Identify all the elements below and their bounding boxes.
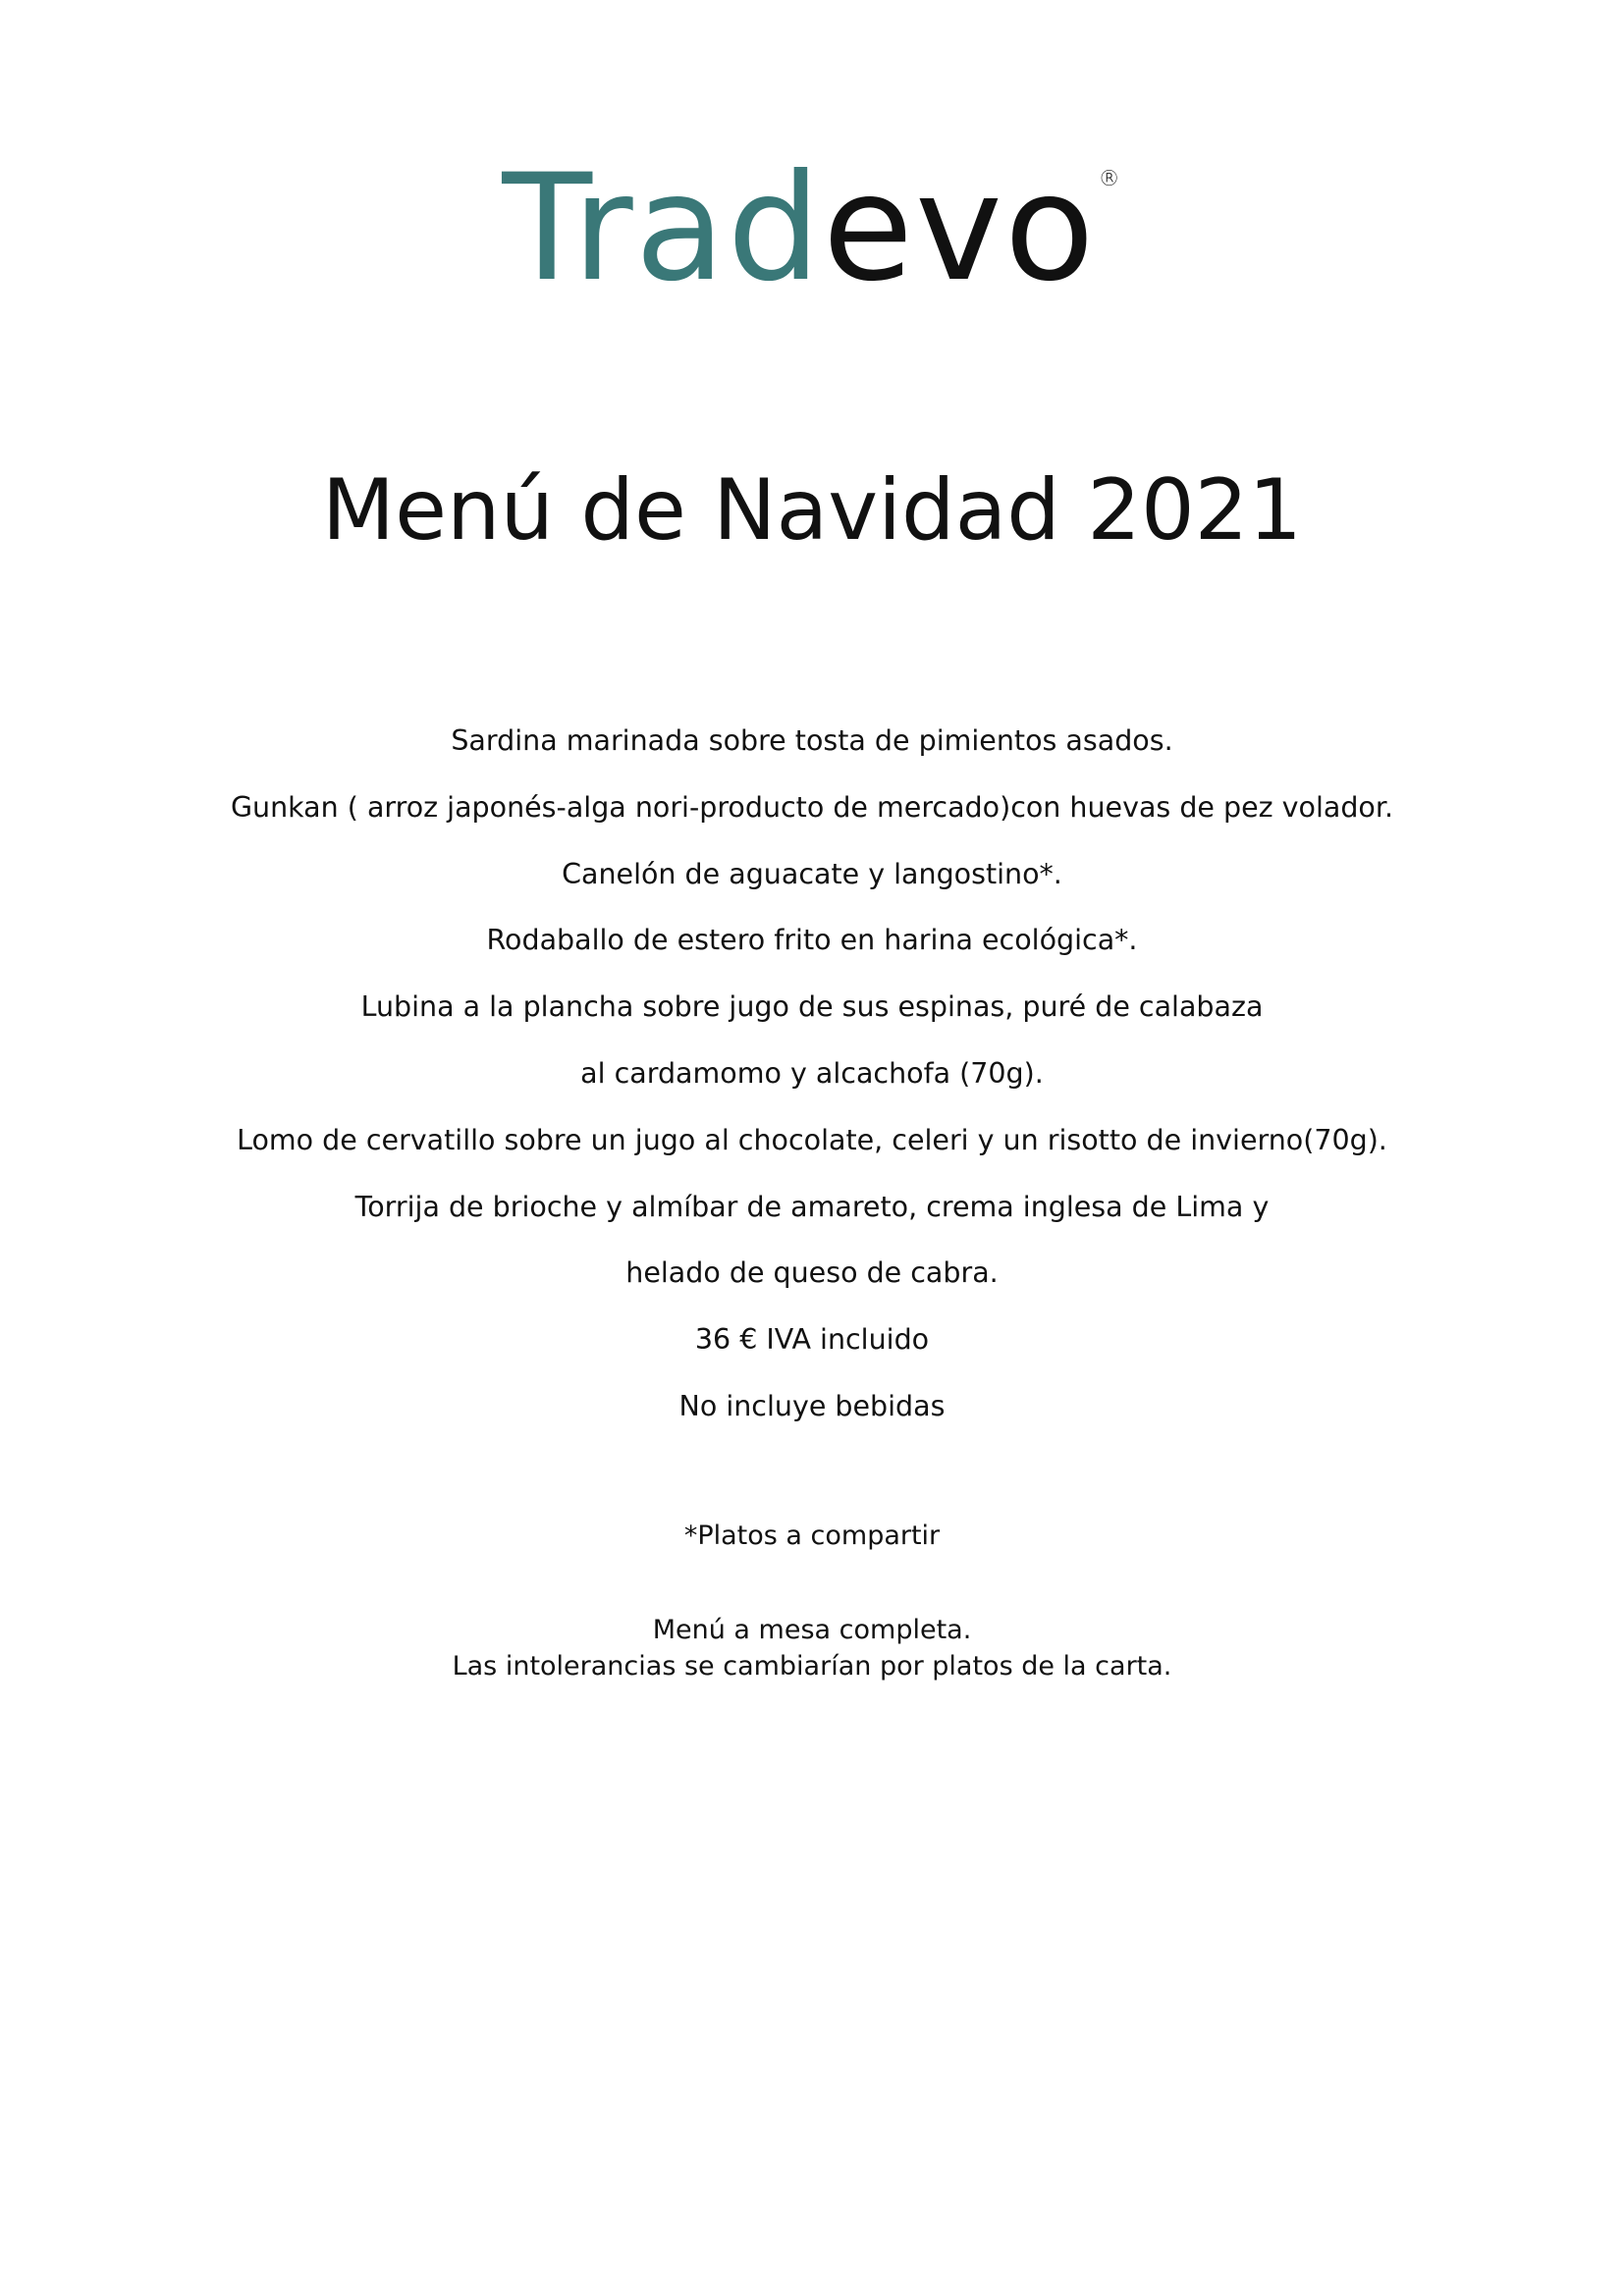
footer-line-table: Menú a mesa completa. [652, 1615, 972, 1645]
logo-text-evo: evo [822, 143, 1097, 314]
sharing-note: *Platos a compartir [683, 1521, 941, 1551]
logo-text-trad: Trad [502, 143, 823, 314]
menu-line: Canelón de aguacate y langostino*. [562, 857, 1062, 890]
menu-line: al cardamomo y alcachofa (70g). [580, 1056, 1044, 1090]
price-line: 36 € IVA incluido [694, 1323, 930, 1357]
menu-line: Lomo de cervatillo sobre un jugo al chocolate, celeri y un risotto de invierno(70g). [237, 1123, 1387, 1156]
menu-line: Lubina a la plancha sobre jugo de sus espinas, puré de calabaza [360, 990, 1264, 1024]
menu-list [0, 724, 1624, 1457]
menu-line: Rodaballo de estero frito en harina ecológica*. [486, 924, 1138, 957]
footer-notes [0, 1612, 1624, 1684]
menu-line: helado de queso de cabra. [625, 1256, 999, 1290]
menu-line: Gunkan ( arroz japonés-alga nori-producto de mercado)con huevas de pez volador. [230, 790, 1394, 824]
page-title: Menú de Navidad 2021 [321, 461, 1303, 560]
footer-line-intolerances: Las intolerancias se cambiarían por platos de la carta. [452, 1651, 1172, 1682]
drinks-note: No incluye bebidas [678, 1389, 946, 1422]
registered-mark: ® [1098, 167, 1122, 191]
menu-line: Torrija de brioche y almíbar de amareto, crema inglesa de Lima y [354, 1190, 1270, 1223]
tradevo-logo [0, 106, 1624, 314]
menu-line: Sardina marinada sobre tosta de pimientos asados. [451, 724, 1173, 757]
